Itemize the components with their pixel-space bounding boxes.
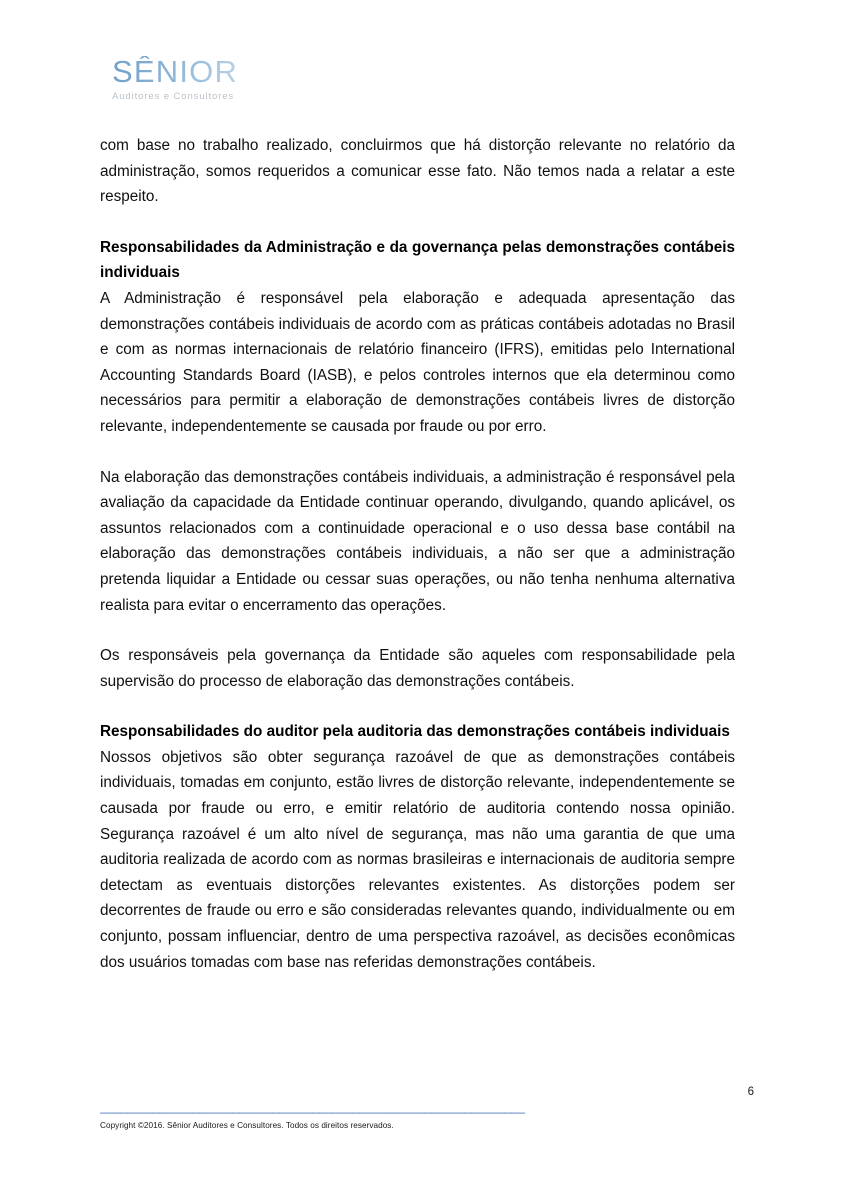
logo-wordmark: SÊNIOR — [112, 56, 412, 88]
section-heading-auditor-responsibilities: Responsabilidades do auditor pela auditoria das demonstrações contábeis individuais — [100, 723, 730, 741]
footer-copyright: Copyright ©2016. Sênior Auditores e Consultores. Todos os direitos reservados. — [100, 1121, 394, 1130]
paragraph-going-concern: Na elaboração das demonstrações contábeis individuais, a administração é responsável pela avaliação da capacidade da Entidade continuar operando, divulgando, quando aplicável, os assuntos relacionados com a continuidade operacional e o uso dessa base contábil na elaboração das demonstrações contábeis individuais, a não ser que a administração pretenda liquidar a Entidade ou cessar suas operações, ou não tenha nenhuma alternativa realista para evitar o encerramento das operações. — [100, 468, 735, 614]
logo-tagline: Auditores e Consultores — [112, 91, 235, 102]
section-heading-management-responsibilities: Responsabilidades da Administração e da governança pelas demonstrações contábeis individuais — [100, 238, 735, 282]
paragraph-continuation: com base no trabalho realizado, concluirmos que há distorção relevante no relatório da administração, somos requeridos a comunicar esse fato. Não temos nada a relatar a este respeito. — [100, 137, 735, 206]
page-number: 6 — [747, 1086, 754, 1098]
document-body — [100, 133, 735, 975]
company-logo — [112, 56, 412, 103]
footer-divider-rule: ________________________________________________________________ — [100, 1100, 525, 1114]
paragraph-auditor-objectives: Nossos objetivos são obter segurança razoável de que as demonstrações contábeis individuais, tomadas em conjunto, estão livres de distorção relevante, independentemente se causada por fraude ou erro, e emitir relatório de auditoria contendo nossa opinião. Segurança razoável é um alto nível de segurança, mas não uma garantia de que uma auditoria realizada de acordo com as normas brasileiras e internacionais de auditoria sempre detectam as eventuais distorções relevantes existentes. As distorções podem ser decorrentes de fraude ou erro e são consideradas relevantes quando, individualmente ou em conjunto, possam influenciar, dentro de uma perspectiva razoável, as decisões econômicas dos usuários tomadas com base nas referidas demonstrações contábeis. — [100, 748, 735, 971]
paragraph-governance-oversight: Os responsáveis pela governança da Entidade são aqueles com responsabilidade pela supervisão do processo de elaboração das demonstrações contábeis. — [100, 647, 735, 690]
paragraph-management-responsibilities: A Administração é responsável pela elaboração e adequada apresentação das demonstrações contábeis individuais de acordo com as práticas contábeis adotadas no Brasil e com as normas internacionais de relatório financeiro (IFRS), emitidas pelo International Accounting Standards Board (IASB), e pelos controles internos que ela determinou como necessários para permitir a elaboração de demonstrações contábeis livres de distorção relevante, independentemente se causada por fraude ou por erro. — [100, 289, 735, 435]
